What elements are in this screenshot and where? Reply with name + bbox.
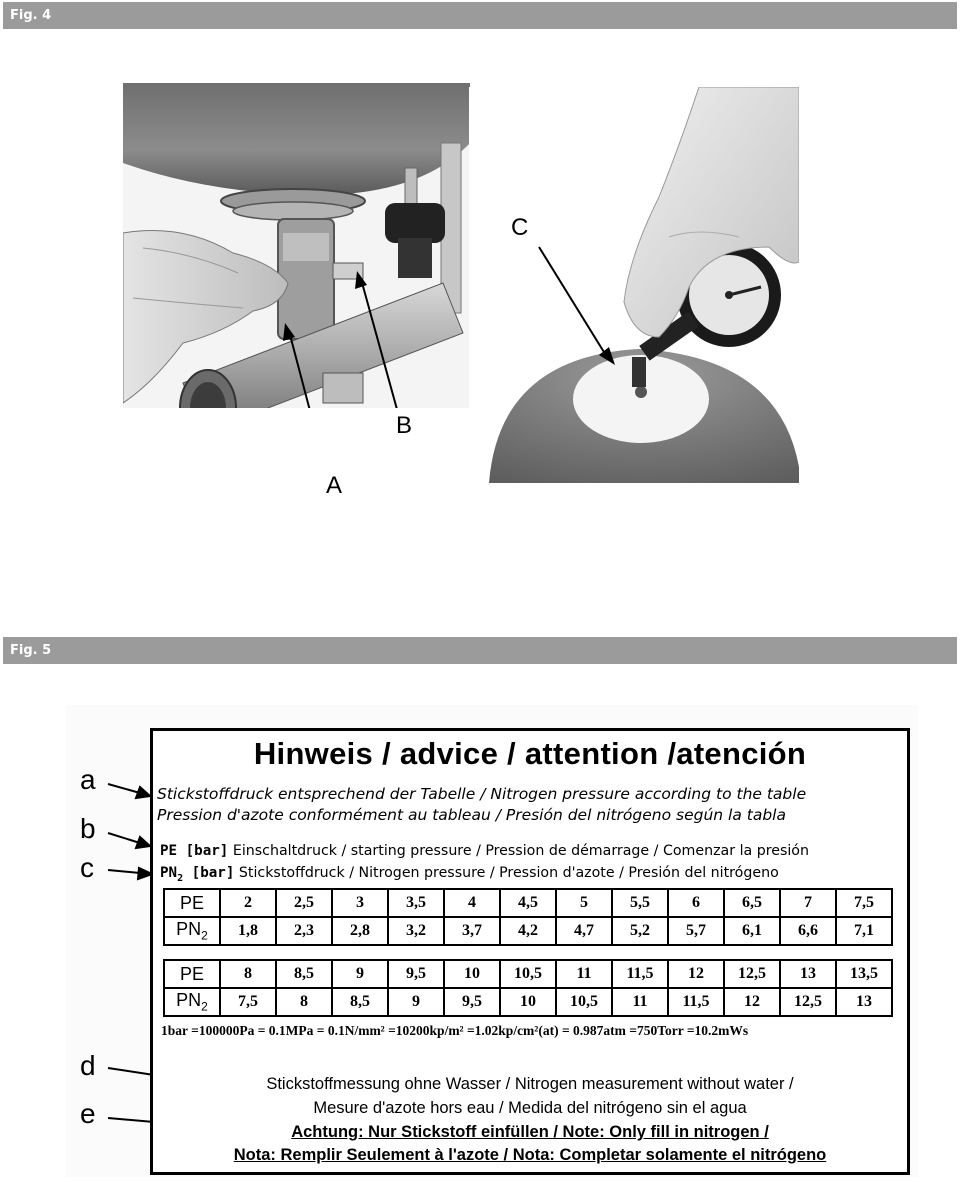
pn2-definition-text: Stickstoffdruck / Nitrogen pressure / Pression d'azote / Presión del nitrógeno [238, 865, 779, 881]
table-cell: 3 [332, 889, 388, 917]
label-b: b [80, 813, 96, 844]
table-cell: 6,5 [724, 889, 780, 917]
table-cell: 9 [388, 988, 444, 1016]
table-cell: 4,7 [556, 917, 612, 945]
table-cell: 12 [724, 988, 780, 1016]
pn2-definition [160, 865, 779, 884]
table-cell: 8,5 [276, 960, 332, 988]
table-cell: 3,5 [388, 889, 444, 917]
table-cell: 9,5 [444, 988, 500, 1016]
table-cell: 8 [276, 988, 332, 1016]
table-cell: 7,5 [220, 988, 276, 1016]
table-cell: 8 [220, 960, 276, 988]
warning-note-line1: Achtung: Nur Stickstoff einfüllen / Note: Only fill in nitrogen / [291, 1123, 769, 1141]
sign-heading: Hinweis / advice / attention /atención [253, 736, 807, 771]
table-cell: 8,5 [332, 988, 388, 1016]
table-cell: 7 [780, 889, 836, 917]
pn-head-symbol: PN [176, 990, 202, 1011]
table-cell: 3,2 [388, 917, 444, 945]
arrow-b-head [136, 837, 150, 848]
table-cell: 7,1 [836, 917, 892, 945]
table-cell: 6 [668, 889, 724, 917]
sign-table-note-fr-es: Pression d'azote conformément au tableau / Presión del nitrógeno según la tabla [157, 806, 786, 824]
table-cell: 11,5 [612, 960, 668, 988]
table-cell: 2,8 [332, 917, 388, 945]
table-cell: 13 [780, 960, 836, 988]
callout-b: B [396, 412, 413, 439]
table-cell: 5,2 [612, 917, 668, 945]
table-cell: 13,5 [836, 960, 892, 988]
table-2-pn-head [164, 988, 220, 1016]
pe-definition-label: PE [bar] [160, 843, 229, 859]
table-cell: 12,5 [780, 988, 836, 1016]
arrow-c [108, 870, 140, 873]
pn2-definition-label [160, 865, 235, 884]
table-cell: 10 [444, 960, 500, 988]
table-cell: 13 [836, 988, 892, 1016]
pn2-definition-symbol: PN [160, 865, 178, 881]
table-cell: 5 [556, 889, 612, 917]
fig4-label: Fig. 4 [10, 8, 52, 23]
pressure-table-1 [163, 888, 893, 946]
arrow-b [108, 833, 140, 843]
table-cell: 7,5 [836, 889, 892, 917]
table-2-pn-row [164, 988, 892, 1016]
table-cell: 10,5 [500, 960, 556, 988]
label-d: d [80, 1050, 96, 1081]
pn-head-subscript: 2 [201, 999, 208, 1014]
pe-definition-text: Einschaltdruck / starting pressure / Pression de démarrage / Comenzar la presión [232, 843, 809, 859]
table-cell: 2 [220, 889, 276, 917]
table-cell: 12 [668, 960, 724, 988]
table-cell: 6,6 [780, 917, 836, 945]
fig5-label: Fig. 5 [10, 643, 52, 658]
table-cell: 11 [556, 960, 612, 988]
table-2-pe-row [164, 960, 892, 988]
table-cell: 9 [332, 960, 388, 988]
label-e: e [80, 1098, 96, 1129]
pn2-definition-subscript: 2 [177, 872, 184, 884]
table-1-pe-row [164, 889, 892, 917]
arrow-a-head [136, 787, 150, 798]
measurement-note-line2: Mesure d'azote hors eau / Medida del nitrógeno sin el agua [313, 1099, 747, 1117]
sign-table-note-de-en: Stickstoffdruck entsprechend der Tabelle / Nitrogen pressure according to the table [157, 785, 807, 803]
table-1-pn-head [164, 917, 220, 945]
table-2-pe-head: PE [164, 960, 220, 988]
label-c: c [80, 852, 94, 883]
table-cell: 4,2 [500, 917, 556, 945]
arrow-a [108, 784, 140, 793]
table-cell: 11,5 [668, 988, 724, 1016]
callout-a: A [326, 472, 343, 499]
measurement-note-line1: Stickstoffmessung ohne Wasser / Nitrogen measurement without water / [266, 1075, 794, 1093]
callout-c: C [511, 214, 529, 241]
table-cell: 12,5 [724, 960, 780, 988]
table-1-pn-row [164, 917, 892, 945]
unit-conversion: 1bar =100000Pa = 0.1MPa = 0.1N/mm² =10200kp/m² =1.02kp/cm²(at) = 0.987atm =750Torr =10.2mWs [161, 1023, 749, 1038]
table-cell: 2,5 [276, 889, 332, 917]
pn2-definition-unit: [bar] [191, 865, 235, 881]
pressure-table-2 [163, 959, 893, 1017]
table-cell: 11 [612, 988, 668, 1016]
table-cell: 3,7 [444, 917, 500, 945]
table-cell: 5,7 [668, 917, 724, 945]
pn-head-symbol: PN [176, 919, 202, 940]
table-cell: 1,8 [220, 917, 276, 945]
table-cell: 10 [500, 988, 556, 1016]
pn-head-subscript: 2 [201, 928, 208, 943]
table-cell: 5,5 [612, 889, 668, 917]
pe-definition [160, 843, 809, 859]
table-cell: 4,5 [500, 889, 556, 917]
table-cell: 9,5 [388, 960, 444, 988]
table-cell: 4 [444, 889, 500, 917]
table-cell: 10,5 [556, 988, 612, 1016]
nitrogen-advice-sign [150, 728, 910, 1175]
table-1-pe-head: PE [164, 889, 220, 917]
table-cell: 6,1 [724, 917, 780, 945]
label-a: a [80, 764, 96, 795]
table-cell: 2,3 [276, 917, 332, 945]
warning-note-line2: Nota: Remplir Seulement à l'azote / Nota: Completar solamente el nitrógeno [233, 1146, 827, 1164]
